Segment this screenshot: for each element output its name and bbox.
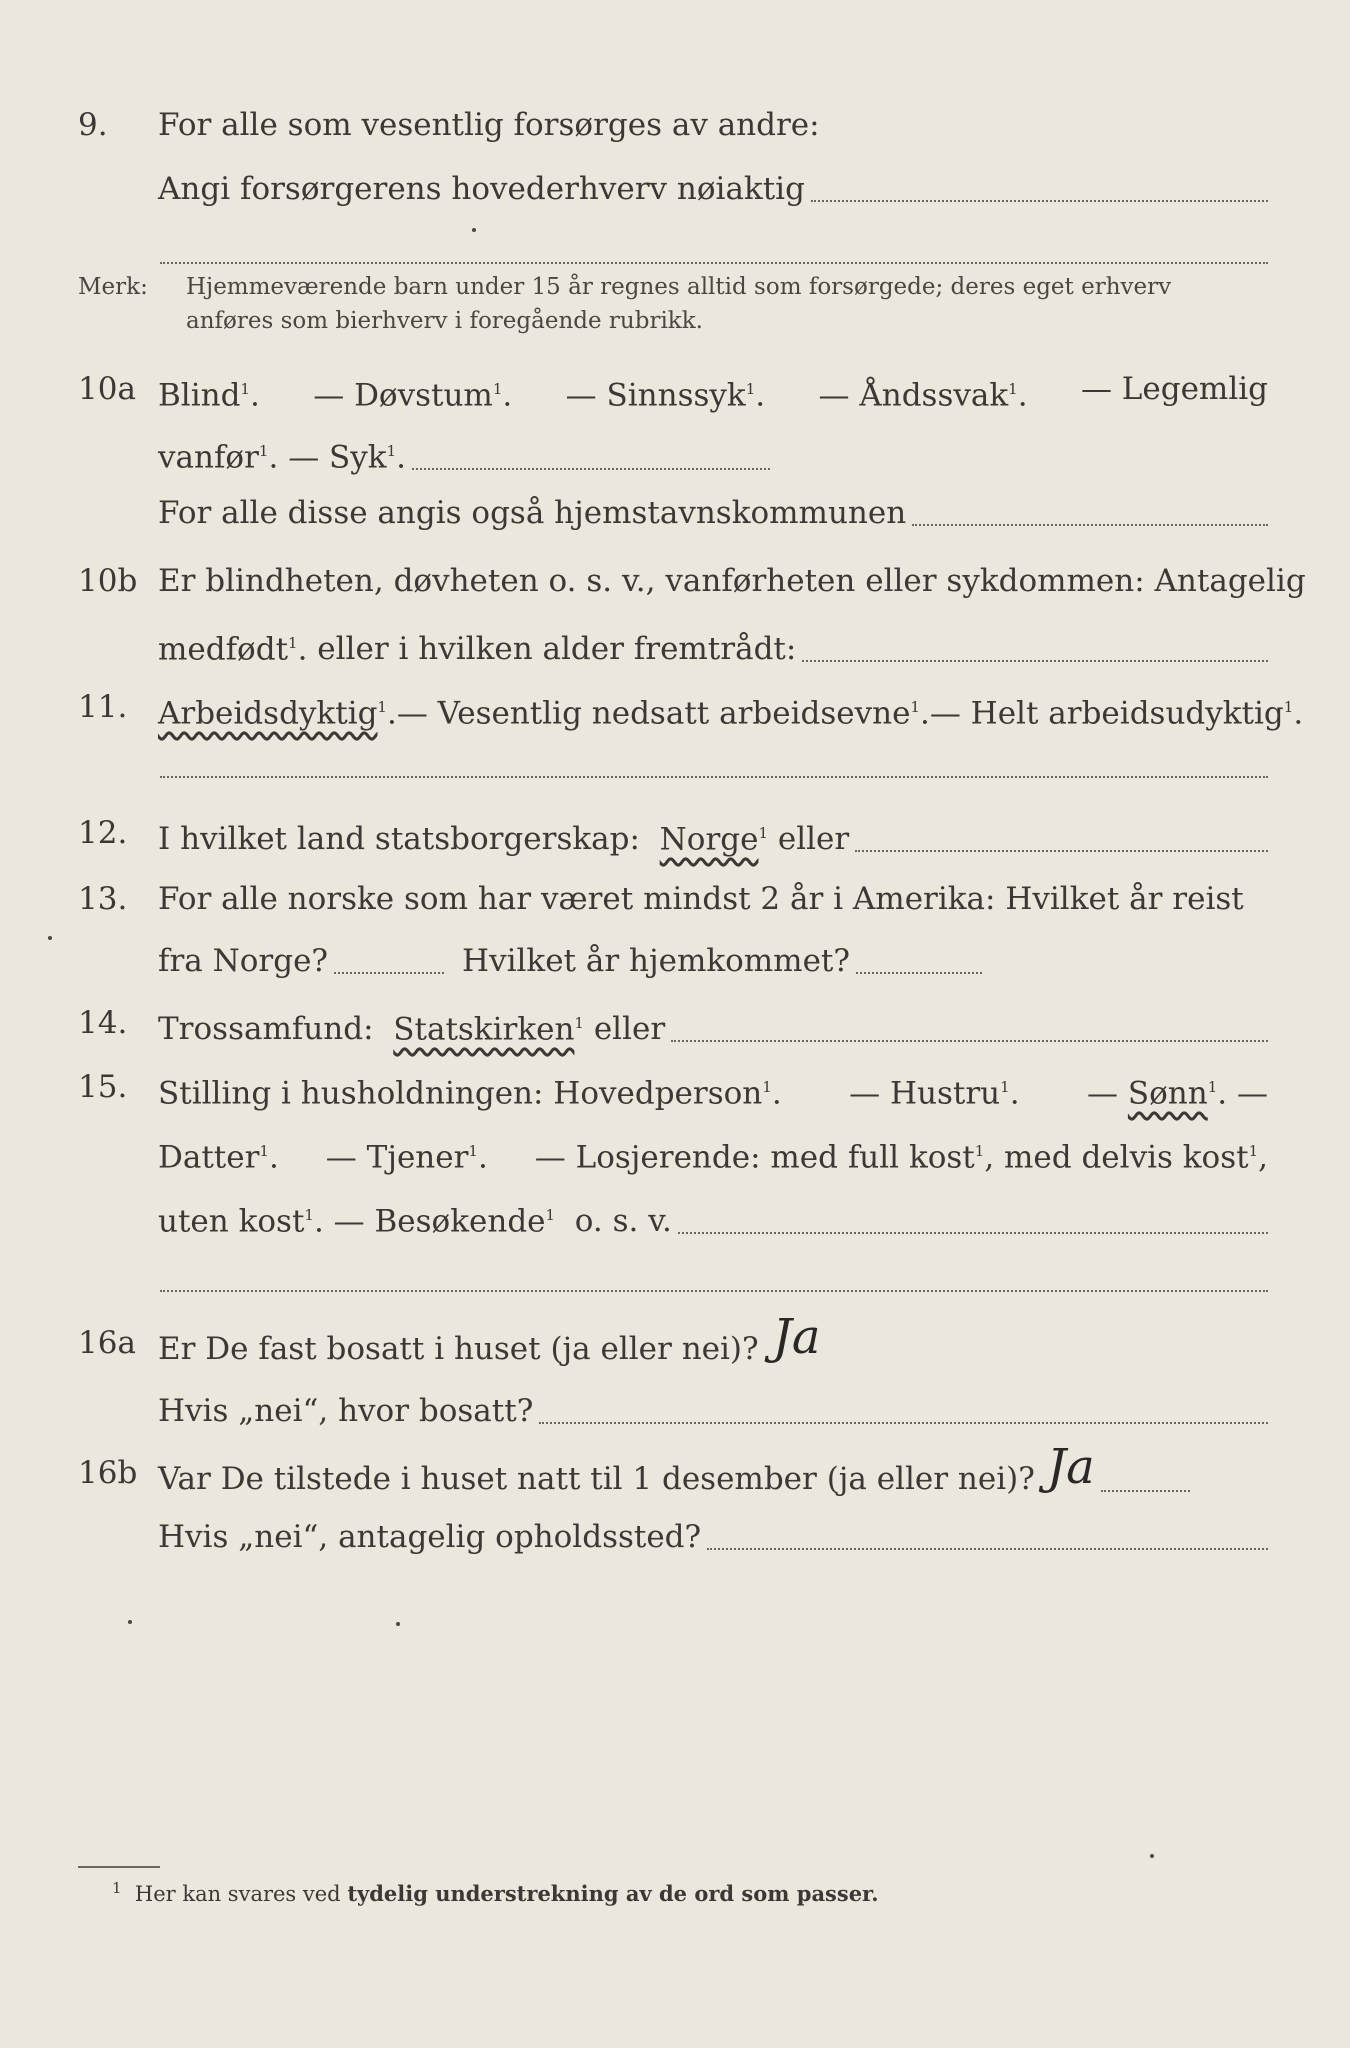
q15-field[interactable]: [678, 1231, 1268, 1234]
paper-speck: [396, 1622, 400, 1626]
q13-question: For alle norske som har været mindst 2 år i Amerika: Hvilket år reist: [158, 881, 1244, 917]
q11-opt-nedsatt[interactable]: — Vesentlig nedsatt arbeidsevne$^1$.: [396, 695, 930, 732]
q9-answer-line[interactable]: [160, 262, 1268, 264]
q9-answer-field[interactable]: [811, 199, 1268, 202]
q13-hjemkommet-prompt: Hvilket år hjemkommet?: [462, 943, 851, 979]
q13-reist-prompt: fra Norge?: [158, 943, 329, 979]
q16b-question: Var De tilstede i huset natt til 1 desember (ja eller nei)?: [158, 1461, 1035, 1497]
q15-uten-kost[interactable]: uten kost$^1$.: [158, 1203, 334, 1240]
q10a-opt-sinnssyk: — Sinnssyk$^1$.: [565, 377, 766, 414]
q9-number: 9.: [78, 107, 108, 143]
q15-datter[interactable]: Datter$^1$.: [158, 1139, 279, 1176]
q12-field[interactable]: [855, 849, 1268, 852]
q15-full-kost[interactable]: — Losjerende: med full kost$^1$, med delvis kost$^1$,: [534, 1139, 1268, 1176]
q10a-hjemstavn-prompt: For alle disse angis også hjemstavnskommunen: [158, 495, 907, 531]
q16b-answer[interactable]: Ja: [1046, 1439, 1095, 1495]
footnote-mark: 1: [112, 1879, 122, 1897]
q10a-number: 10a: [78, 371, 136, 407]
q15-answer-line[interactable]: [160, 1290, 1268, 1292]
q16a-bosatt-prompt: Hvis „nei“, hvor bosatt?: [158, 1393, 534, 1429]
q13-hjemkommet-field[interactable]: [856, 971, 982, 974]
q16b-answer-field[interactable]: [1101, 1489, 1190, 1492]
q14-number: 14.: [78, 1005, 128, 1041]
q14-eller: eller: [593, 1011, 666, 1048]
q16a-bosatt-field[interactable]: [539, 1421, 1268, 1424]
q9-question: For alle som vesentlig forsørges av andre:: [158, 107, 820, 143]
q16b-number: 16b: [78, 1455, 138, 1491]
q12-number: 12.: [78, 815, 128, 851]
q15-hovedperson[interactable]: Stilling i husholdningen: Hovedperson$^1$.: [158, 1075, 782, 1112]
q15-osv: o. s. v.: [574, 1203, 672, 1240]
note-line1: Hjemmeværende barn under 15 år regnes alltid som forsørgede; deres eget erhverv: [186, 274, 1172, 300]
q16a-answer[interactable]: Ja: [772, 1309, 821, 1365]
q12-prompt: I hvilket land statsborgerskap:: [158, 821, 640, 858]
note-label: Merk:: [78, 274, 148, 300]
footnote-bold: tydelig understrekning av de ord som passer.: [347, 1881, 879, 1906]
footnote-text: Her kan svares ved: [134, 1882, 341, 1906]
q15-besokende[interactable]: — Besøkende$^1$: [333, 1203, 556, 1240]
q14-field[interactable]: [671, 1039, 1268, 1042]
q10b-alder-field[interactable]: [802, 659, 1268, 662]
q15-number: 15.: [78, 1069, 128, 1105]
q10a-hjemstavn-field[interactable]: [912, 523, 1268, 526]
q15-tjener[interactable]: — Tjener$^1$.: [325, 1139, 488, 1176]
q10b-alder-prompt: eller i hvilken alder fremtrådt:: [317, 631, 797, 668]
q14-statskirken[interactable]: Statskirken$^1$: [393, 1011, 584, 1048]
q10a-opt-dovstum: — Døvstum$^1$.: [313, 377, 513, 414]
q10a-syk-field[interactable]: [412, 467, 770, 470]
paper-speck: [128, 1620, 132, 1624]
q16b-opholdssted-field[interactable]: [707, 1547, 1268, 1550]
paper-speck: [48, 936, 52, 940]
q12-eller: eller: [777, 821, 850, 858]
q10b-question: Er blindheten, døvheten o. s. v., vanførheten eller sykdommen: Antagelig: [158, 563, 1306, 599]
q10b-number: 10b: [78, 563, 138, 599]
paper-speck: [1150, 1854, 1154, 1858]
q16a-question: Er De fast bosatt i huset (ja eller nei)?: [158, 1331, 759, 1367]
q10a-opt-legemlig: — Legemlig: [1080, 371, 1268, 407]
q10b-medfodt: medfødt$^1$.: [158, 631, 318, 668]
note-line2: anføres som bierhverv i foregående rubrikk.: [186, 308, 703, 334]
q15-sonn[interactable]: — Sønn$^1$. —: [1087, 1075, 1268, 1112]
footnote: [112, 1874, 879, 1908]
q10a-vanfor: vanfør$^1$.: [158, 439, 289, 476]
q11-answer-line[interactable]: [160, 776, 1268, 778]
q10a-syk: — Syk$^1$.: [288, 439, 406, 476]
q16a-number: 16a: [78, 1325, 136, 1361]
q11-number: 11.: [78, 689, 128, 725]
q10a-opt-andssvak: — Åndssvak$^1$.: [818, 377, 1028, 414]
q16b-opholdssted-prompt: Hvis „nei“, antagelig opholdssted?: [158, 1519, 702, 1555]
q12-norge[interactable]: Norge$^1$: [659, 821, 769, 858]
q14-prompt: Trossamfund:: [158, 1011, 374, 1048]
paper-speck: [472, 228, 476, 232]
q10a-opt-blind: Blind$^1$.: [158, 377, 260, 414]
q15-hustru[interactable]: — Hustru$^1$.: [849, 1075, 1020, 1112]
q13-number: 13.: [78, 881, 128, 917]
q13-reist-field[interactable]: [334, 971, 444, 974]
q11-opt-arbeidsdyktig[interactable]: Arbeidsdyktig$^1$.: [158, 695, 397, 732]
q11-opt-udyktig[interactable]: — Helt arbeidsudyktig$^1$.: [929, 695, 1304, 732]
footnote-rule: [78, 1866, 160, 1868]
q9-prompt: Angi forsørgerens hovederhverv nøiaktig: [158, 171, 805, 207]
